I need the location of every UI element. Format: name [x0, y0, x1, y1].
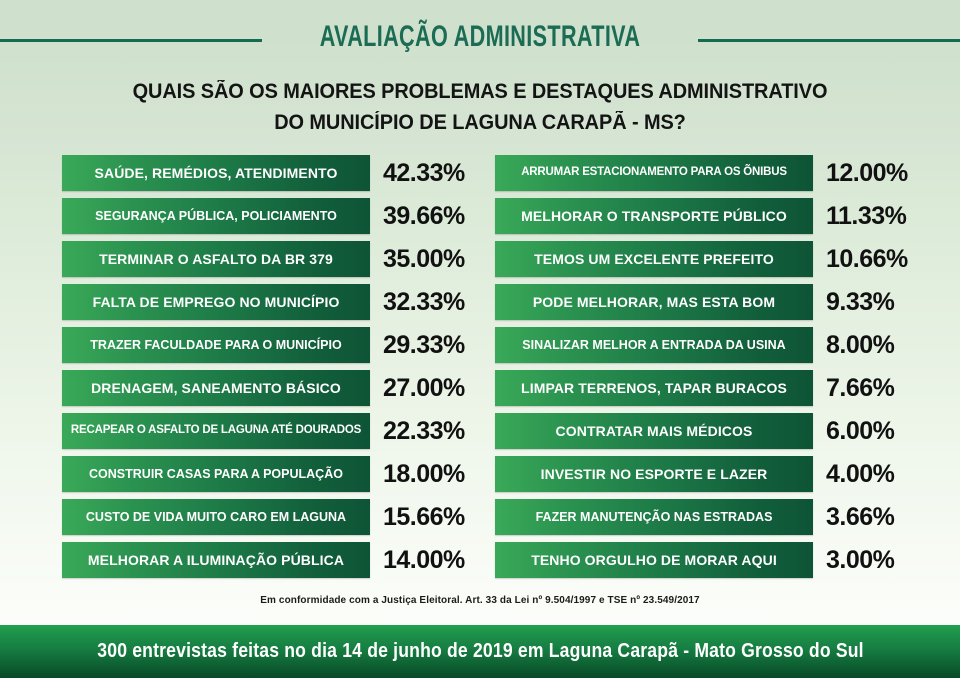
chart-bar	[62, 284, 370, 320]
chart-row	[495, 499, 960, 535]
chart-bar-label: FALTA DE EMPREGO NO MUNICÍPIO	[92, 294, 340, 310]
chart-value-label: 39.66%	[383, 201, 465, 230]
chart-bar-label: RECAPEAR O ASFALTO DE LAGUNA ATÉ DOURADOS	[70, 424, 362, 437]
chart-bar	[495, 198, 813, 234]
chart-row	[495, 241, 960, 277]
chart-bar	[495, 327, 813, 363]
chart-bar-label: SINALIZAR MELHOR A ENTRADA DA USINA	[522, 337, 786, 352]
chart-row	[62, 198, 480, 234]
footer-bar	[0, 625, 960, 678]
chart-row	[495, 327, 960, 363]
chart-bar-label: TRAZER FACULDADE PARA O MUNICÍPIO	[90, 337, 342, 352]
chart-bar	[495, 155, 813, 191]
chart-bar	[62, 155, 370, 191]
chart-bar-label: TEMOS UM EXCELENTE PREFEITO	[534, 251, 774, 267]
chart-bar-label: CUSTO DE VIDA MUITO CARO EM LAGUNA	[85, 509, 347, 524]
chart-bar-label: INVESTIR NO ESPORTE E LAZER	[540, 466, 768, 482]
chart-value-label: 11.33%	[826, 201, 907, 230]
chart-bar-label: TENHO ORGULHO DE MORAR AQUI	[531, 552, 777, 568]
page-subtitle-line-2: DO MUNICÍPIO DE LAGUNA CARAPÃ - MS?	[274, 111, 686, 134]
chart-bar	[62, 370, 370, 406]
chart-row	[495, 284, 960, 320]
chart-row	[495, 370, 960, 406]
chart-value-label: 8.00%	[826, 330, 895, 359]
chart-value-label: 7.66%	[826, 373, 895, 402]
chart-row	[62, 370, 480, 406]
chart-value-label: 29.33%	[383, 330, 465, 359]
chart-bar	[62, 542, 370, 578]
chart-bar-label: FAZER MANUTENÇÃO NAS ESTRADAS	[535, 509, 773, 524]
chart-bar	[495, 370, 813, 406]
chart-row	[495, 413, 960, 449]
chart-row	[62, 327, 480, 363]
chart-columns	[0, 155, 960, 578]
chart-row	[62, 499, 480, 535]
chart-bar	[62, 499, 370, 535]
chart-value-label: 42.33%	[383, 158, 465, 187]
chart-bar-label: SEGURANÇA PÚBLICA, POLICIAMENTO	[95, 208, 337, 223]
chart-value-label: 27.00%	[383, 373, 465, 402]
footer-survey-info: 300 entrevistas feitas no dia 14 de junho de 2019 em Laguna Carapã - Mato Grosso do Sul	[96, 640, 864, 662]
chart-row	[62, 241, 480, 277]
chart-bar-label: DRENAGEM, SANEAMENTO BÁSICO	[91, 380, 341, 396]
chart-value-label: 9.33%	[826, 287, 895, 316]
chart-value-label: 14.00%	[383, 545, 465, 574]
page-subtitle-line-1: QUAIS SÃO OS MAIORES PROBLEMAS E DESTAQUES ADMINISTRATIVO	[132, 80, 828, 103]
legal-disclaimer: Em conformidade com a Justiça Eleitoral. Art. 33 da Lei nº 9.504/1997 e TSE nº 23.549/2017	[260, 595, 700, 606]
chart-bar-label: ARRUMAR ESTACIONAMENTO PARA OS ÕNIBUS	[521, 166, 787, 179]
chart-row	[62, 155, 480, 191]
chart-bar	[495, 499, 813, 535]
chart-bar-label: MELHORAR O TRANSPORTE PÚBLICO	[521, 208, 787, 224]
chart-value-label: 22.33%	[383, 416, 465, 445]
chart-bar	[62, 198, 370, 234]
chart-bar	[62, 456, 370, 492]
chart-bar	[495, 542, 813, 578]
chart-bar	[62, 241, 370, 277]
chart-bar	[62, 327, 370, 363]
chart-bar-label: CONSTRUIR CASAS PARA A POPULAÇÃO	[89, 466, 343, 481]
chart-row	[62, 542, 480, 578]
chart-row	[62, 284, 480, 320]
chart-row	[495, 198, 960, 234]
chart-value-label: 32.33%	[383, 287, 465, 316]
page-title: AVALIAÇÃO ADMINISTRATIVA	[319, 20, 641, 53]
chart-value-label: 18.00%	[383, 459, 465, 488]
chart-value-label: 10.66%	[826, 244, 908, 273]
chart-row	[495, 456, 960, 492]
poster-header	[0, 0, 960, 70]
chart-bar-label: TERMINAR O ASFALTO DA BR 379	[99, 251, 333, 267]
chart-row	[495, 542, 960, 578]
chart-row	[62, 456, 480, 492]
chart-bar-label: SAÚDE, REMÉDIOS, ATENDIMENTO	[94, 165, 338, 181]
chart-column-right	[480, 155, 960, 578]
chart-bar	[495, 241, 813, 277]
chart-value-label: 35.00%	[383, 244, 465, 273]
chart-value-label: 15.66%	[383, 502, 465, 531]
chart-row	[62, 413, 480, 449]
chart-bar-label: MELHORAR A ILUMINAÇÃO PÚBLICA	[87, 552, 345, 568]
chart-row	[495, 155, 960, 191]
chart-value-label: 3.66%	[826, 502, 895, 531]
chart-bar-label: CONTRATAR MAIS MÉDICOS	[555, 423, 753, 439]
chart-bar	[495, 284, 813, 320]
chart-bar	[495, 456, 813, 492]
chart-column-left	[0, 155, 480, 578]
chart-value-label: 6.00%	[826, 416, 895, 445]
chart-bar-label: LIMPAR TERRENOS, TAPAR BURACOS	[521, 380, 787, 396]
chart-bar	[495, 413, 813, 449]
page-subtitle	[0, 76, 960, 138]
chart-bar-label: PODE MELHORAR, MAS ESTA BOM	[532, 294, 776, 310]
chart-bar	[62, 413, 370, 449]
chart-value-label: 4.00%	[826, 459, 895, 488]
chart-value-label: 3.00%	[826, 545, 895, 574]
chart-value-label: 12.00%	[826, 158, 908, 187]
